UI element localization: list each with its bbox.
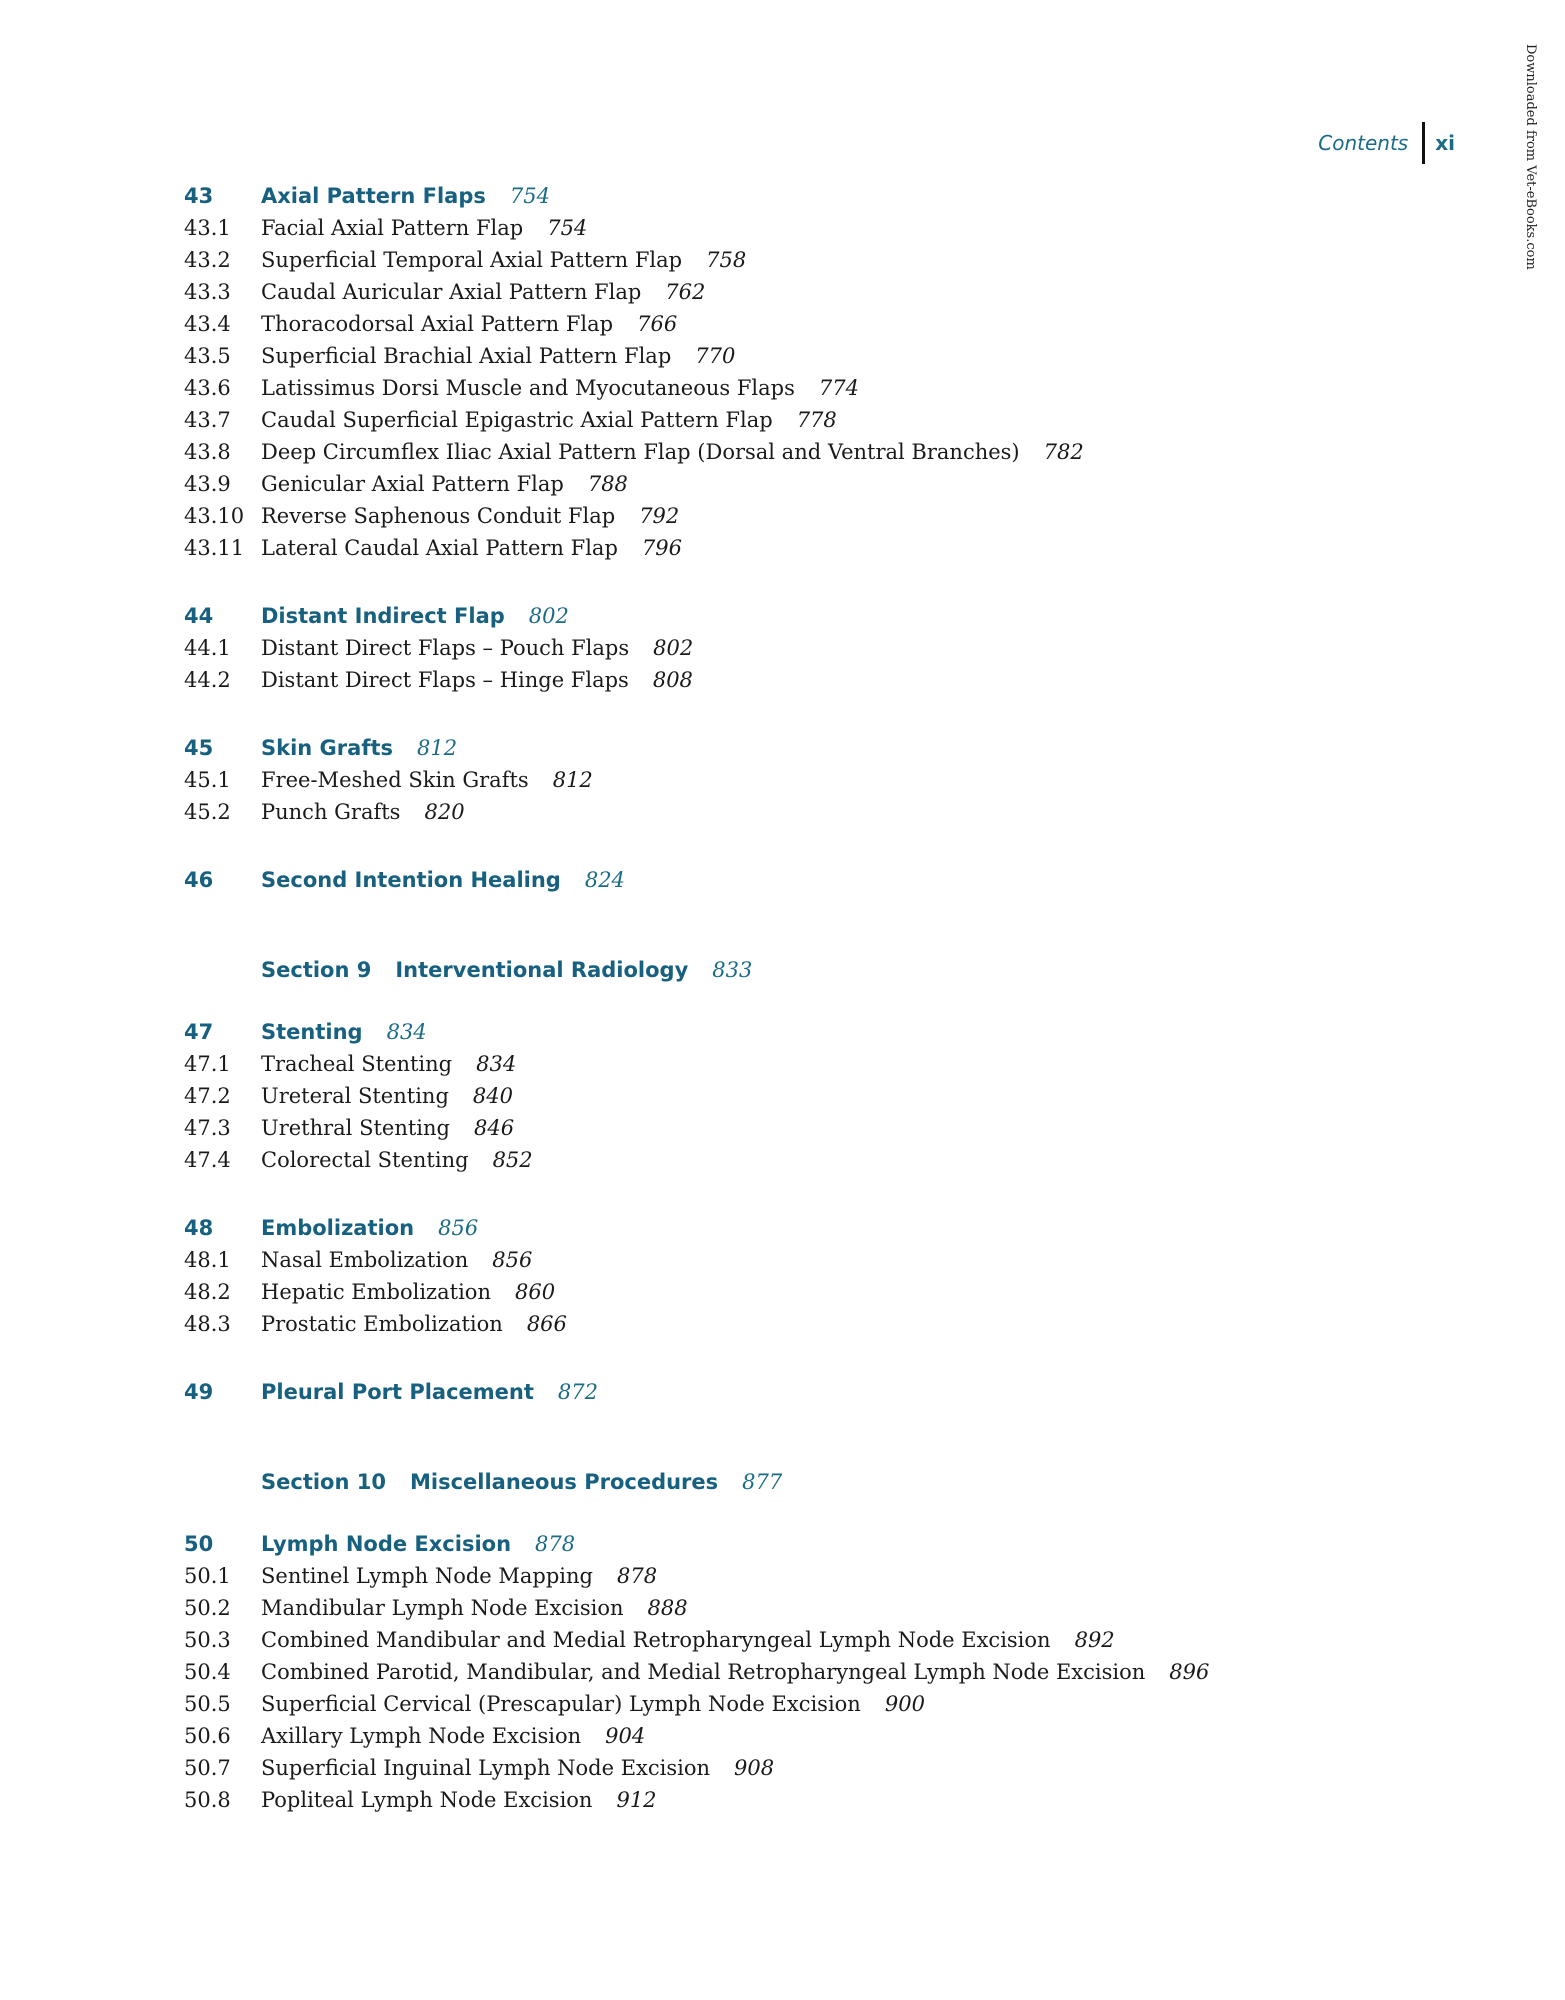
- chapter-title: Second Intention Healing: [261, 868, 561, 892]
- entry-number: 50.2: [184, 1596, 231, 1620]
- toc-entry[interactable]: [184, 1080, 1434, 1112]
- toc-entry[interactable]: [184, 1688, 1434, 1720]
- toc-entry[interactable]: [184, 500, 1434, 532]
- section-heading[interactable]: [184, 954, 1434, 986]
- entry-page-number: 866: [526, 1312, 567, 1336]
- toc-entry[interactable]: [184, 1144, 1434, 1176]
- entry-number: 45.1: [184, 768, 231, 792]
- entry-number: 44.2: [184, 668, 231, 692]
- entry-page-number: 766: [637, 312, 678, 336]
- toc-entry[interactable]: [184, 308, 1434, 340]
- entry-page-number: 808: [652, 668, 693, 692]
- entry-title: Hepatic Embolization: [261, 1280, 491, 1304]
- toc-entry[interactable]: [184, 1560, 1434, 1592]
- running-head: [1318, 122, 1455, 164]
- chapter-number: 43: [184, 184, 214, 208]
- entry-page-number: 846: [473, 1116, 515, 1140]
- download-watermark: Downloaded from Vet-eBooks.com: [1523, 44, 1538, 270]
- entry-title: Colorectal Stenting: [261, 1148, 469, 1172]
- chapter-block: [184, 1016, 1434, 1176]
- toc-entry[interactable]: [184, 632, 1434, 664]
- running-title: Contents: [1318, 131, 1409, 155]
- toc-entry[interactable]: [184, 276, 1434, 308]
- section-title: Miscellaneous Procedures: [409, 1470, 719, 1494]
- entry-number: 45.2: [184, 800, 231, 824]
- chapter-page-number: 812: [417, 736, 458, 760]
- entry-title: Urethral Stenting: [261, 1116, 450, 1140]
- entry-title: Superficial Cervical (Prescapular) Lymph Node Excision: [261, 1692, 861, 1716]
- chapter-number: 46: [184, 868, 214, 892]
- chapter-block: [184, 600, 1434, 696]
- entry-number: 50.8: [184, 1788, 231, 1812]
- entry-title: Deep Circumflex Iliac Axial Pattern Flap (Dorsal and Ventral Branches): [261, 440, 1020, 464]
- chapter-number: 47: [184, 1020, 214, 1044]
- chapter-heading[interactable]: [184, 1212, 1434, 1244]
- chapter-title: Axial Pattern Flaps: [261, 184, 486, 208]
- chapter-block: [184, 1528, 1434, 1816]
- entry-title: Facial Axial Pattern Flap: [261, 216, 524, 240]
- entry-page-number: 912: [616, 1788, 657, 1812]
- section-heading[interactable]: [184, 1466, 1434, 1498]
- entry-title: Prostatic Embolization: [261, 1312, 503, 1336]
- entry-page-number: 802: [653, 636, 694, 660]
- entry-page-number: 892: [1074, 1628, 1115, 1652]
- toc-entry[interactable]: [184, 1720, 1434, 1752]
- entry-page-number: 754: [547, 216, 588, 240]
- entry-number: 43.4: [184, 312, 231, 336]
- section-title: Interventional Radiology: [395, 958, 689, 982]
- entry-title: Reverse Saphenous Conduit Flap: [261, 504, 616, 528]
- entry-number: 50.1: [184, 1564, 231, 1588]
- toc-entry[interactable]: [184, 1308, 1434, 1340]
- entry-number: 47.4: [184, 1148, 231, 1172]
- entry-title: Genicular Axial Pattern Flap: [261, 472, 564, 496]
- entry-number: 43.8: [184, 440, 231, 464]
- entry-page-number: 860: [514, 1280, 556, 1304]
- chapter-page-number: 824: [584, 868, 625, 892]
- entry-title: Superficial Temporal Axial Pattern Flap: [261, 248, 683, 272]
- entry-page-number: 792: [639, 504, 680, 528]
- chapter-heading[interactable]: [184, 600, 1434, 632]
- entry-title: Distant Direct Flaps – Pouch Flaps: [261, 636, 630, 660]
- chapter-title: Skin Grafts: [261, 736, 393, 760]
- entry-number: 48.1: [184, 1248, 231, 1272]
- toc-entry[interactable]: [184, 1048, 1434, 1080]
- entry-title: Caudal Superficial Epigastric Axial Pattern Flap: [261, 408, 773, 432]
- page-folio: xi: [1435, 131, 1455, 155]
- toc-entry[interactable]: [184, 796, 1434, 828]
- entry-title: Combined Mandibular and Medial Retropharyngeal Lymph Node Excision: [261, 1628, 1051, 1652]
- toc-entry[interactable]: [184, 1112, 1434, 1144]
- toc-entry[interactable]: [184, 436, 1434, 468]
- entry-number: 47.3: [184, 1116, 231, 1140]
- entry-page-number: 904: [605, 1724, 646, 1748]
- entry-title: Distant Direct Flaps – Hinge Flaps: [261, 668, 629, 692]
- entry-title: Thoracodorsal Axial Pattern Flap: [261, 312, 614, 336]
- toc-entry[interactable]: [184, 468, 1434, 500]
- entry-page-number: 878: [617, 1564, 658, 1588]
- entry-title: Free-Meshed Skin Grafts: [261, 768, 529, 792]
- table-of-contents: [184, 180, 1434, 1852]
- entry-title: Caudal Auricular Axial Pattern Flap: [261, 280, 642, 304]
- toc-entry[interactable]: [184, 764, 1434, 796]
- chapter-heading[interactable]: [184, 1016, 1434, 1048]
- entry-page-number: 856: [492, 1248, 533, 1272]
- entry-page-number: 888: [647, 1596, 688, 1620]
- chapter-block: [184, 732, 1434, 828]
- toc-entry[interactable]: [184, 532, 1434, 564]
- toc-entry[interactable]: [184, 664, 1434, 696]
- chapter-heading[interactable]: [184, 1528, 1434, 1560]
- entry-page-number: 896: [1169, 1660, 1210, 1684]
- entry-number: 50.5: [184, 1692, 231, 1716]
- entry-page-number: 820: [424, 800, 465, 824]
- entry-title: Superficial Inguinal Lymph Node Excision: [261, 1756, 711, 1780]
- chapter-title: Embolization: [261, 1216, 415, 1240]
- entry-number: 48.3: [184, 1312, 231, 1336]
- entry-number: 43.2: [184, 248, 231, 272]
- entry-title: Ureteral Stenting: [261, 1084, 449, 1108]
- chapter-heading[interactable]: [184, 864, 1434, 896]
- entry-page-number: 834: [476, 1052, 517, 1076]
- entry-page-number: 796: [641, 536, 682, 560]
- chapter-number: 50: [184, 1532, 214, 1556]
- entry-page-number: 774: [818, 376, 859, 400]
- entry-number: 50.4: [184, 1660, 231, 1684]
- toc-entry[interactable]: [184, 1244, 1434, 1276]
- chapter-page-number: 754: [509, 184, 550, 208]
- entry-title: Lateral Caudal Axial Pattern Flap: [261, 536, 618, 560]
- entry-page-number: 788: [587, 472, 628, 496]
- entry-page-number: 778: [796, 408, 837, 432]
- chapter-heading[interactable]: [184, 180, 1434, 212]
- entry-title: Combined Parotid, Mandibular, and Medial Retropharyngeal Lymph Node Excision: [261, 1660, 1146, 1684]
- entry-number: 43.6: [184, 376, 231, 400]
- entry-title: Axillary Lymph Node Excision: [261, 1724, 582, 1748]
- entry-title: Superficial Brachial Axial Pattern Flap: [261, 344, 672, 368]
- entry-title: Nasal Embolization: [261, 1248, 469, 1272]
- chapter-heading[interactable]: [184, 732, 1434, 764]
- entry-number: 50.6: [184, 1724, 231, 1748]
- chapter-title: Stenting: [261, 1020, 363, 1044]
- entry-number: 43.3: [184, 280, 231, 304]
- entry-number: 43.9: [184, 472, 231, 496]
- chapter-title: Distant Indirect Flap: [261, 604, 505, 628]
- entry-page-number: 840: [472, 1084, 513, 1108]
- entry-title: Latissimus Dorsi Muscle and Myocutaneous Flaps: [261, 376, 795, 400]
- chapter-number: 44: [184, 604, 214, 628]
- toc-entry[interactable]: [184, 1276, 1434, 1308]
- toc-entry[interactable]: [184, 372, 1434, 404]
- chapter-heading[interactable]: [184, 1376, 1434, 1408]
- section-label: Section 9: [261, 958, 372, 982]
- section-page-number: 833: [712, 958, 753, 982]
- toc-entry[interactable]: [184, 1592, 1434, 1624]
- toc-entry[interactable]: [184, 340, 1434, 372]
- chapter-block: [184, 180, 1434, 564]
- chapter-page-number: 856: [438, 1216, 479, 1240]
- chapter-number: 45: [184, 736, 214, 760]
- entry-number: 50.7: [184, 1756, 231, 1780]
- chapter-number: 48: [184, 1216, 214, 1240]
- chapter-title: Pleural Port Placement: [261, 1380, 534, 1404]
- entry-title: Popliteal Lymph Node Excision: [261, 1788, 593, 1812]
- toc-entry[interactable]: [184, 404, 1434, 436]
- entry-number: 44.1: [184, 636, 231, 660]
- toc-entry[interactable]: [184, 212, 1434, 244]
- entry-page-number: 900: [884, 1692, 925, 1716]
- entry-page-number: 908: [734, 1756, 775, 1780]
- chapter-block: [184, 864, 1434, 896]
- entry-number: 50.3: [184, 1628, 231, 1652]
- entry-title: Sentinel Lymph Node Mapping: [261, 1564, 593, 1588]
- entry-page-number: 758: [706, 248, 747, 272]
- chapter-block: [184, 1376, 1434, 1408]
- chapter-block: [184, 1212, 1434, 1340]
- entry-number: 43.10: [184, 504, 245, 528]
- chapter-title: Lymph Node Excision: [261, 1532, 512, 1556]
- section-page-number: 877: [742, 1470, 783, 1494]
- entry-number: 43.1: [184, 216, 231, 240]
- chapter-number: 49: [184, 1380, 214, 1404]
- chapter-page-number: 872: [557, 1380, 599, 1404]
- entry-number: 47.1: [184, 1052, 231, 1076]
- entry-number: 43.7: [184, 408, 231, 432]
- entry-page-number: 762: [665, 280, 706, 304]
- chapter-page-number: 878: [535, 1532, 576, 1556]
- entry-title: Mandibular Lymph Node Excision: [261, 1596, 624, 1620]
- entry-page-number: 782: [1043, 440, 1084, 464]
- entry-title: Tracheal Stenting: [261, 1052, 453, 1076]
- chapter-page-number: 834: [386, 1020, 427, 1044]
- entry-number: 48.2: [184, 1280, 231, 1304]
- entry-title: Punch Grafts: [261, 800, 401, 824]
- entry-number: 47.2: [184, 1084, 231, 1108]
- entry-number: 43.11: [184, 536, 245, 560]
- toc-entry[interactable]: [184, 1784, 1434, 1816]
- toc-entry[interactable]: [184, 1656, 1434, 1688]
- chapter-page-number: 802: [528, 604, 569, 628]
- toc-entry[interactable]: [184, 244, 1434, 276]
- toc-entry[interactable]: [184, 1752, 1434, 1784]
- section-label: Section 10: [261, 1470, 386, 1494]
- entry-page-number: 770: [695, 344, 736, 368]
- entry-number: 43.5: [184, 344, 231, 368]
- entry-page-number: 852: [492, 1148, 533, 1172]
- entry-page-number: 812: [552, 768, 593, 792]
- toc-entry[interactable]: [184, 1624, 1434, 1656]
